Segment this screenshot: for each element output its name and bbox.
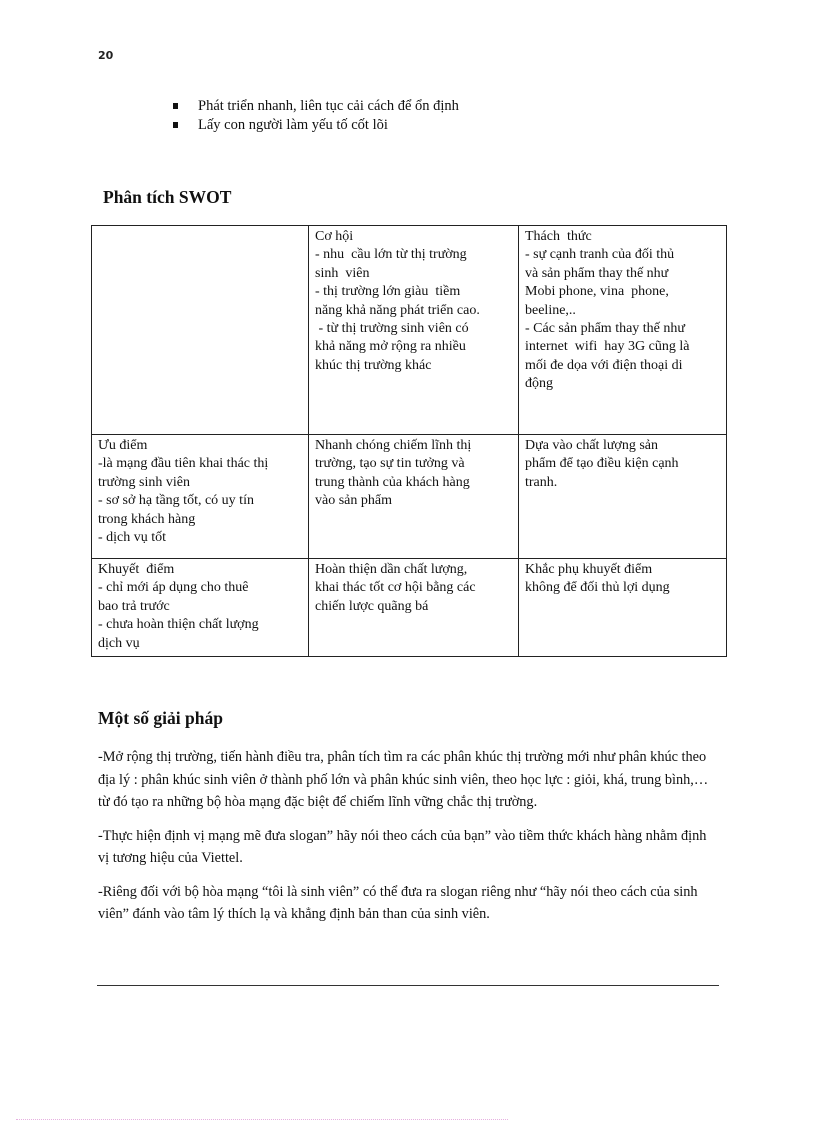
cell-text-line: Ưu điểm	[98, 438, 148, 453]
cell-text-line: trong khách hàng	[98, 511, 196, 527]
page-bottom-dotted-border	[16, 1119, 508, 1120]
cell-text-line: khai thác tốt cơ hội bằng các	[315, 580, 476, 596]
cell-text-line: phẩm để tạo điều kiện cạnh	[525, 456, 679, 472]
solution-paragraph: -Riêng đối với bộ hòa mạng “tôi là sinh viên” có thể đưa ra slogan riêng như “hãy nói theo cách của sinh viên” đánh vào tâm lý thích lạ và khẳng định bản than của sinh viên.	[98, 883, 698, 922]
cell-text-line: - nhu cầu lớn từ thị trường	[315, 247, 467, 263]
bullet-list	[172, 97, 459, 135]
solutions-heading: Một số giải pháp	[98, 708, 223, 728]
cell-text-line: năng khả năng phát triển cao.	[315, 302, 480, 318]
swot-opportunities-cell	[309, 226, 519, 435]
cell-text-line: -là mạng đầu tiên khai thác thị	[98, 456, 269, 472]
cell-text-line: tranh.	[525, 474, 558, 490]
cell-text-line: dịch vụ	[98, 635, 140, 651]
bullet-text: Lấy con người làm yếu tố cốt lõi	[198, 117, 388, 133]
cell-text-line: - thị trường lớn giàu tiềm	[315, 284, 461, 300]
solution-paragraph: -Mở rộng thị trường, tiến hành điều tra, phân tích tìm ra các phân khúc thị trường mới như phân khúc theo địa lý : phân khúc sinh viên ở thành phố lớn và phân khúc sinh viên, theo học lực : giỏi, khá, trung bình,…từ đó tạo ra những bộ hòa mạng đặc biệt để chiếm lĩnh vững chắc thị trường.	[98, 749, 709, 810]
cell-text-line: chiến lược quãng bá	[315, 598, 429, 614]
cell-text-line: Khắc phụ khuyết điểm	[525, 562, 653, 577]
swot-wo-strategy-cell	[309, 559, 519, 657]
cell-text-line: và sản phẩm thay thế như	[525, 265, 669, 281]
solutions-body	[98, 746, 718, 937]
swot-table	[91, 225, 727, 657]
swot-table-row	[92, 226, 727, 435]
solution-paragraph: -Thực hiện định vị mạng mẽ đưa slogan” hãy nói theo cách của bạn” vào tiềm thức khách hàng nhằm định vị tương hiệu của Viettel.	[98, 827, 707, 866]
cell-text-line: động	[525, 376, 553, 392]
cell-text-line: - Các sản phẩm thay thế như	[525, 321, 685, 337]
cell-text-line: vào sản phẩm	[315, 493, 392, 509]
cell-text-line: Khuyết điểm	[98, 562, 175, 577]
cell-text-line: - dịch vụ tốt	[98, 530, 167, 546]
cell-text-line: trường, tạo sự tin tưởng và	[315, 456, 465, 472]
cell-text-line: trung thành của khách hàng	[315, 474, 470, 490]
cell-text-line: Nhanh chóng chiếm lĩnh thị	[315, 438, 472, 453]
swot-so-strategy-cell	[309, 435, 519, 559]
cell-text-line: internet wifi hay 3G cũng là	[525, 339, 690, 355]
bullet-item	[172, 116, 459, 135]
square-bullet-icon	[173, 103, 178, 109]
cell-text-line: - sự cạnh tranh của đối thủ	[525, 247, 675, 263]
swot-weaknesses-cell	[92, 559, 309, 657]
swot-table-row	[92, 559, 727, 657]
square-bullet-icon	[173, 122, 178, 128]
swot-wt-strategy-cell	[519, 559, 727, 657]
cell-text-line: beeline,..	[525, 302, 576, 318]
swot-corner-cell	[92, 226, 309, 435]
bullet-item	[172, 97, 459, 116]
swot-table-row	[92, 435, 727, 559]
cell-text-line: mối đe dọa với điện thoại di	[525, 357, 683, 373]
cell-text-line: - chưa hoàn thiện chất lượng	[98, 617, 259, 633]
cell-text-line: - chỉ mới áp dụng cho thuê	[98, 580, 249, 596]
page-number: 20	[98, 49, 114, 62]
swot-heading: Phân tích SWOT	[103, 187, 232, 207]
cell-text-line: trường sinh viên	[98, 474, 190, 490]
cell-text-line: - từ thị trường sinh viên có	[315, 321, 469, 337]
cell-text-line: Dựa vào chất lượng sản	[525, 438, 658, 453]
cell-text-line: không để đối thủ lợi dụng	[525, 580, 670, 596]
cell-text-line: Thách thức	[525, 229, 592, 244]
cell-text-line: Hoàn thiện dần chất lượng,	[315, 562, 468, 577]
swot-strengths-cell	[92, 435, 309, 559]
cell-text-line: bao trả trước	[98, 598, 170, 614]
cell-text-line: khả năng mở rộng ra nhiều	[315, 339, 466, 355]
cell-text-line: Mobi phone, vina phone,	[525, 284, 669, 300]
cell-text-line: - sơ sở hạ tầng tốt, có uy tín	[98, 493, 254, 509]
cell-text-line: khúc thị trường khác	[315, 357, 432, 373]
swot-threats-cell	[519, 226, 727, 435]
cell-text-line: sinh viên	[315, 265, 370, 281]
horizontal-rule	[97, 985, 719, 986]
cell-text-line: Cơ hội	[315, 229, 354, 244]
bullet-text: Phát triển nhanh, liên tục cải cách để ổn định	[198, 98, 459, 114]
swot-st-strategy-cell	[519, 435, 727, 559]
